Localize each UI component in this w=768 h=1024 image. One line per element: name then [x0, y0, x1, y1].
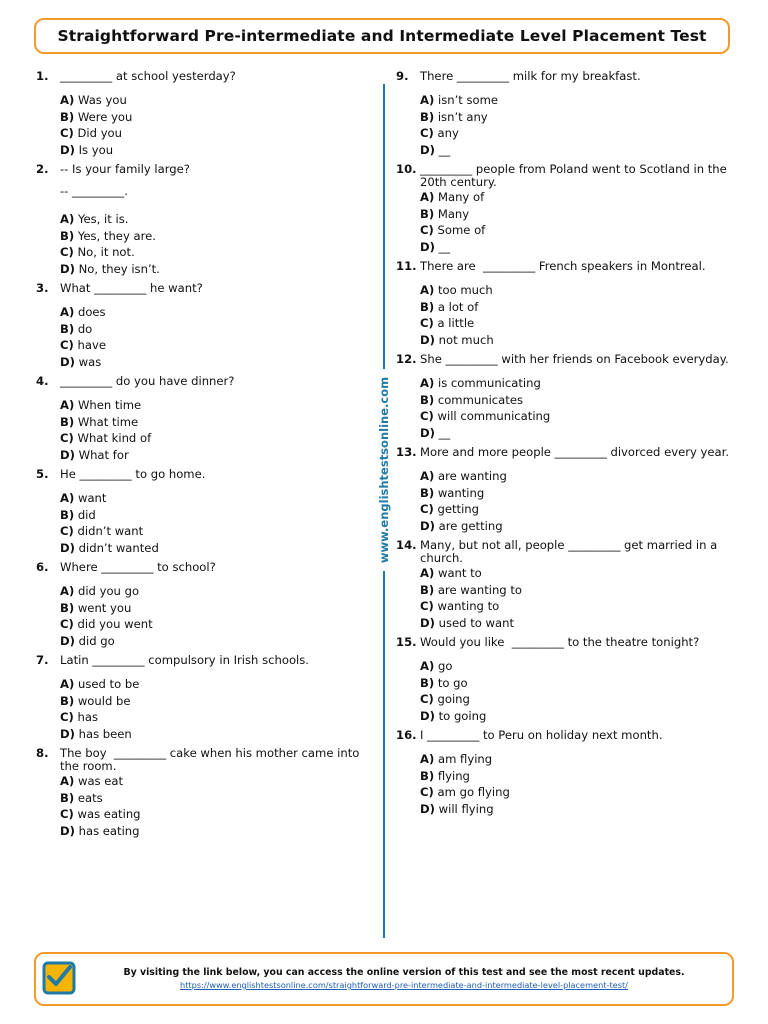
question-line	[36, 561, 371, 583]
question-number: 2.	[36, 162, 49, 176]
option-text: is communicating	[437, 376, 541, 390]
answer-option[interactable]	[420, 518, 741, 535]
answer-option[interactable]	[420, 222, 741, 239]
answer-options	[60, 583, 371, 649]
answer-option[interactable]	[60, 693, 371, 710]
option-letter: C)	[420, 599, 434, 613]
option-letter: A)	[420, 93, 435, 107]
option-text: do	[77, 321, 93, 336]
option-letter: A)	[420, 190, 435, 204]
option-letter: C)	[420, 316, 434, 330]
option-text: am go flying	[437, 785, 510, 799]
question-text: There are _________ French speakers in Montreal.	[420, 259, 706, 273]
option-text: was eating	[77, 807, 141, 821]
option-text: __	[438, 425, 451, 440]
answer-option[interactable]	[60, 583, 371, 600]
left-question-column	[36, 70, 371, 844]
question-text: _________ people from Poland went to Scotland in the 20th century.	[420, 162, 731, 189]
answer-option[interactable]	[60, 540, 371, 557]
answer-options	[420, 658, 741, 724]
option-text: will flying	[438, 801, 494, 816]
question-number: 5.	[36, 467, 49, 481]
answer-option[interactable]	[420, 282, 741, 299]
question-item	[36, 468, 371, 556]
question-line	[396, 70, 741, 92]
question-item	[36, 163, 371, 277]
option-text: to go	[437, 675, 468, 690]
question-text: What _________ he want?	[60, 281, 203, 295]
answer-options	[420, 751, 741, 817]
answer-option[interactable]	[420, 801, 741, 818]
answer-option[interactable]	[60, 709, 371, 726]
question-text: He _________ to go home.	[60, 467, 206, 481]
option-text: going	[437, 692, 470, 706]
option-letter: A)	[60, 491, 75, 505]
option-text: wanting to	[437, 599, 500, 613]
answer-option[interactable]	[60, 261, 371, 278]
answer-option[interactable]	[60, 354, 371, 371]
question-item	[396, 539, 741, 631]
answer-options	[420, 282, 741, 348]
answer-option[interactable]	[420, 615, 741, 632]
option-letter: B)	[60, 321, 75, 336]
option-letter: B)	[60, 790, 75, 805]
question-text: _________ at school yesterday?	[60, 69, 236, 83]
option-letter: A)	[60, 305, 75, 319]
answer-option[interactable]	[420, 691, 741, 708]
option-text: didn’t wanted	[78, 540, 159, 555]
option-letter: B)	[420, 109, 435, 124]
answer-option[interactable]	[420, 598, 741, 615]
answer-option[interactable]	[420, 425, 741, 442]
question-number: 11.	[396, 259, 417, 273]
answer-option[interactable]	[60, 523, 371, 540]
question-item	[396, 729, 741, 817]
option-text: Yes, it is.	[77, 212, 129, 226]
question-line	[36, 70, 371, 92]
option-text: No, it not.	[77, 245, 135, 259]
option-text: wanting	[437, 485, 485, 500]
answer-option[interactable]	[420, 206, 741, 223]
answer-option[interactable]	[60, 806, 371, 823]
answer-option[interactable]	[420, 125, 741, 142]
option-text: Some of	[437, 223, 486, 237]
question-line	[36, 282, 371, 304]
answer-option[interactable]	[60, 490, 371, 507]
option-letter: A)	[420, 469, 435, 483]
option-letter: A)	[60, 398, 75, 412]
option-text: Many of	[437, 190, 485, 204]
option-text: want	[77, 491, 107, 505]
answer-option[interactable]	[60, 142, 371, 159]
question-number: 13.	[396, 445, 417, 459]
answer-option[interactable]	[60, 228, 371, 245]
option-text: has	[77, 710, 98, 724]
option-text: When time	[77, 398, 142, 412]
option-letter: B)	[60, 414, 75, 429]
question-line	[396, 260, 741, 282]
question-line	[396, 729, 741, 751]
question-text: More and more people _________ divorced every year.	[420, 445, 730, 459]
answer-option[interactable]	[60, 507, 371, 524]
option-text: eats	[77, 790, 103, 805]
answer-options	[420, 565, 741, 631]
answer-option[interactable]	[60, 823, 371, 840]
option-letter: B)	[420, 582, 435, 597]
option-text: would be	[77, 693, 131, 708]
option-text: __	[438, 239, 451, 254]
option-text: are wanting	[437, 469, 507, 483]
question-item	[396, 353, 741, 441]
option-text: are getting	[438, 518, 503, 533]
answer-options	[60, 676, 371, 742]
answer-option[interactable]	[420, 189, 741, 206]
option-text: has been	[78, 726, 132, 741]
option-letter: B)	[420, 206, 435, 221]
question-line	[396, 636, 741, 658]
question-text: Many, but not all, people _________ get married in a church.	[420, 538, 721, 565]
option-text: Yes, they are.	[77, 228, 156, 243]
answer-options	[420, 375, 741, 441]
answer-option[interactable]	[60, 321, 371, 338]
option-text: are wanting to	[437, 582, 522, 597]
option-letter: C)	[60, 524, 74, 538]
question-number: 16.	[396, 728, 417, 742]
option-text: flying	[437, 768, 470, 783]
option-letter: A)	[60, 677, 75, 691]
option-text: What kind of	[77, 431, 152, 445]
option-letter: D)	[420, 708, 435, 723]
option-letter: C)	[60, 245, 74, 259]
option-letter: D)	[60, 726, 75, 741]
option-text: Was you	[77, 93, 127, 107]
option-letter: D)	[60, 447, 75, 462]
option-letter: D)	[420, 801, 435, 816]
answer-options	[420, 468, 741, 534]
question-text: -- Is your family large?	[60, 162, 190, 176]
option-letter: B)	[60, 507, 75, 522]
answer-option[interactable]	[420, 768, 741, 785]
option-text: have	[77, 338, 106, 352]
question-number: 8.	[36, 746, 49, 760]
answer-option[interactable]	[420, 109, 741, 126]
option-letter: A)	[420, 659, 435, 673]
question-subline: -- _________.	[60, 184, 128, 198]
option-letter: C)	[60, 126, 74, 140]
answer-option[interactable]	[420, 708, 741, 725]
question-item	[396, 260, 741, 348]
answer-option[interactable]	[60, 211, 371, 228]
question-line	[36, 375, 371, 397]
option-letter: C)	[420, 692, 434, 706]
option-letter: B)	[60, 600, 75, 615]
question-line	[396, 446, 741, 468]
answer-option[interactable]	[60, 616, 371, 633]
option-text: want to	[437, 566, 482, 580]
answer-option[interactable]	[60, 676, 371, 693]
question-item	[396, 446, 741, 534]
answer-options	[420, 92, 741, 158]
question-line	[36, 654, 371, 676]
answer-option[interactable]	[420, 565, 741, 582]
option-text: What for	[78, 447, 129, 462]
question-text: The boy _________ cake when his mother came into the room.	[60, 746, 364, 773]
answer-option[interactable]	[420, 675, 741, 692]
question-item	[36, 654, 371, 742]
option-letter: C)	[420, 785, 434, 799]
option-text: go	[437, 659, 453, 673]
option-letter: C)	[60, 617, 74, 631]
answer-option[interactable]	[60, 633, 371, 650]
option-letter: A)	[420, 566, 435, 580]
answer-option[interactable]	[60, 600, 371, 617]
question-number: 4.	[36, 374, 49, 388]
question-line	[396, 353, 741, 375]
answer-option[interactable]	[420, 92, 741, 109]
option-letter: D)	[60, 142, 75, 157]
option-letter: D)	[60, 261, 75, 276]
answer-options	[420, 189, 741, 255]
question-text: _________ do you have dinner?	[60, 374, 235, 388]
option-letter: A)	[60, 212, 75, 226]
answer-option[interactable]	[420, 392, 741, 409]
option-letter: D)	[420, 332, 435, 347]
question-item	[396, 636, 741, 724]
option-letter: D)	[420, 518, 435, 533]
question-text: Latin _________ compulsory in Irish schools.	[60, 653, 309, 667]
option-text: am flying	[437, 752, 493, 766]
question-item	[36, 375, 371, 463]
answer-options	[60, 773, 371, 839]
footer-link[interactable]: https://www.englishtestsonline.com/straightforward-pre-intermediate-and-intermediate-level-placement-test/	[180, 980, 628, 990]
option-letter: A)	[420, 376, 435, 390]
option-letter: D)	[420, 142, 435, 157]
question-number: 7.	[36, 653, 49, 667]
question-text: I _________ to Peru on holiday next month.	[420, 728, 663, 742]
option-text: did you went	[77, 617, 153, 631]
option-text: did you go	[77, 584, 140, 598]
answer-option[interactable]	[60, 430, 371, 447]
question-text: Where _________ to school?	[60, 560, 216, 574]
option-letter: A)	[60, 93, 75, 107]
answer-option[interactable]	[420, 784, 741, 801]
answer-option[interactable]	[60, 397, 371, 414]
option-letter: B)	[420, 299, 435, 314]
option-text: a little	[437, 316, 475, 330]
question-text: She _________ with her friends on Facebook everyday.	[420, 352, 729, 366]
option-text: was	[78, 354, 102, 369]
answer-option[interactable]	[420, 375, 741, 392]
answer-option[interactable]	[420, 315, 741, 332]
option-text: Many	[437, 206, 470, 221]
option-letter: D)	[420, 425, 435, 440]
option-text: isn’t any	[437, 109, 488, 124]
option-letter: C)	[420, 409, 434, 423]
answer-options	[60, 304, 371, 370]
title-box	[34, 18, 730, 54]
answer-option[interactable]	[60, 726, 371, 743]
option-letter: B)	[420, 768, 435, 783]
option-letter: C)	[60, 431, 74, 445]
right-question-column	[396, 70, 741, 822]
option-text: any	[437, 126, 459, 140]
footer-text	[84, 966, 724, 991]
question-line	[36, 163, 371, 185]
answer-option[interactable]	[60, 125, 371, 142]
option-letter: C)	[60, 807, 74, 821]
option-text: getting	[437, 502, 480, 516]
answer-options	[60, 397, 371, 463]
option-text: Were you	[77, 109, 133, 124]
question-number: 9.	[396, 69, 409, 83]
option-text: didn’t want	[77, 524, 144, 538]
option-letter: D)	[60, 633, 75, 648]
question-item	[36, 561, 371, 649]
answer-option[interactable]	[60, 92, 371, 109]
option-text: __	[438, 142, 451, 157]
option-letter: A)	[60, 774, 75, 788]
answer-option[interactable]	[420, 142, 741, 159]
option-text: What time	[77, 414, 139, 429]
option-text: a lot of	[437, 299, 479, 314]
option-text: not much	[438, 332, 494, 347]
checkbox-check-icon	[42, 961, 76, 995]
answer-options	[60, 211, 371, 277]
answer-option[interactable]	[60, 414, 371, 431]
page-title: Straightforward Pre-intermediate and Intermediate Level Placement Test	[57, 27, 707, 45]
answer-option[interactable]	[420, 468, 741, 485]
answer-options	[60, 92, 371, 158]
option-letter: D)	[60, 540, 75, 555]
question-item	[396, 70, 741, 158]
option-letter: C)	[420, 223, 434, 237]
answer-option[interactable]	[60, 447, 371, 464]
option-text: does	[77, 305, 106, 319]
option-text: will communicating	[437, 409, 551, 423]
option-letter: A)	[420, 752, 435, 766]
option-letter: D)	[60, 823, 75, 838]
answer-option[interactable]	[420, 582, 741, 599]
question-number: 3.	[36, 281, 49, 295]
option-letter: C)	[420, 126, 434, 140]
question-line	[396, 539, 741, 565]
option-letter: B)	[60, 693, 75, 708]
answer-option[interactable]	[60, 304, 371, 321]
option-letter: B)	[420, 485, 435, 500]
question-item	[36, 282, 371, 370]
question-number: 1.	[36, 69, 49, 83]
answer-option[interactable]	[420, 239, 741, 256]
question-item	[396, 163, 741, 255]
option-letter: D)	[420, 615, 435, 630]
option-text: used to be	[77, 677, 140, 691]
option-letter: C)	[60, 710, 74, 724]
answer-options	[60, 490, 371, 556]
question-line	[396, 163, 741, 189]
option-text: Did you	[77, 126, 122, 140]
footer-message: By visiting the link below, you can access the online version of this test and see the most recent updates.	[123, 967, 685, 978]
option-text: did go	[78, 633, 115, 648]
option-letter: C)	[420, 502, 434, 516]
answer-option[interactable]	[60, 244, 371, 261]
option-text: has eating	[78, 823, 140, 838]
question-number: 12.	[396, 352, 417, 366]
question-text: Would you like _________ to the theatre tonight?	[420, 635, 700, 649]
question-line	[36, 747, 371, 773]
option-letter: B)	[60, 228, 75, 243]
answer-option[interactable]	[60, 790, 371, 807]
answer-option[interactable]	[420, 485, 741, 502]
question-text: There _________ milk for my breakfast.	[420, 69, 641, 83]
question-item	[36, 70, 371, 158]
option-letter: B)	[60, 109, 75, 124]
option-text: Is you	[78, 142, 114, 157]
answer-option[interactable]	[60, 109, 371, 126]
question-number: 6.	[36, 560, 49, 574]
option-text: to going	[438, 708, 487, 723]
option-text: used to want	[438, 615, 514, 630]
option-letter: A)	[420, 283, 435, 297]
question-item	[36, 747, 371, 839]
answer-option[interactable]	[420, 501, 741, 518]
option-letter: D)	[420, 239, 435, 254]
answer-option[interactable]	[420, 299, 741, 316]
answer-option[interactable]	[420, 332, 741, 349]
option-text: No, they isn’t.	[78, 261, 160, 276]
option-text: was eat	[77, 774, 124, 788]
answer-option[interactable]	[60, 773, 371, 790]
option-letter: B)	[420, 392, 435, 407]
answer-option[interactable]	[60, 337, 371, 354]
option-letter: B)	[420, 675, 435, 690]
question-number: 10.	[396, 162, 417, 176]
question-number: 15.	[396, 635, 417, 649]
option-letter: C)	[60, 338, 74, 352]
answer-option[interactable]	[420, 408, 741, 425]
option-text: isn’t some	[437, 93, 499, 107]
option-text: communicates	[437, 392, 523, 407]
option-text: did	[77, 507, 96, 522]
option-text: went you	[77, 600, 132, 615]
footer-box	[34, 952, 734, 1006]
question-number: 14.	[396, 538, 417, 552]
option-text: too much	[437, 283, 493, 297]
question-line	[36, 468, 371, 490]
answer-option[interactable]	[420, 658, 741, 675]
side-url-watermark: www.englishtestsonline.com	[377, 369, 391, 571]
answer-option[interactable]	[420, 751, 741, 768]
option-letter: A)	[60, 584, 75, 598]
option-letter: D)	[60, 354, 75, 369]
